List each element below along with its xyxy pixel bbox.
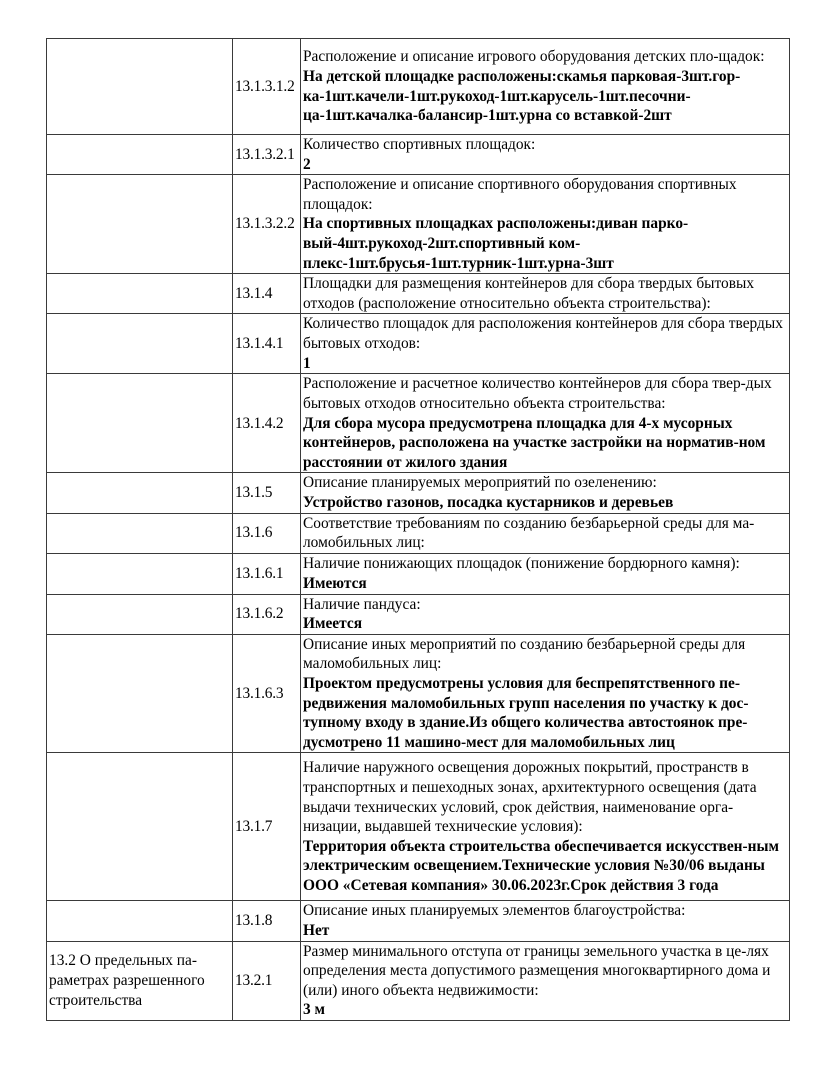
item-label: Наличие понижающих площадок (понижение бордюрного камня): <box>303 555 740 573</box>
description-cell <box>301 753 790 901</box>
item-number: 13.1.6.3 <box>233 634 301 753</box>
item-number: 13.1.7 <box>233 753 301 901</box>
description-cell <box>301 941 790 1020</box>
item-number: 13.2.1 <box>233 941 301 1020</box>
item-value: На спортивных площадках расположены:диван парко-вый-4шт.рукоход-2шт.спортивный ком-плекс-1шт.брусья-1шт.турник-1шт.урна-3шт <box>303 215 689 272</box>
item-label: Описание иных планируемых элементов благоустройства: <box>303 902 686 920</box>
item-value: Имеются <box>303 574 367 592</box>
item-value: 1 <box>303 354 311 372</box>
section-cell <box>47 753 233 901</box>
table-row <box>47 39 790 135</box>
description-cell <box>301 39 790 135</box>
section-cell <box>47 175 233 274</box>
table-row <box>47 374 790 473</box>
item-number: 13.1.4.2 <box>233 374 301 473</box>
section-heading: 13.2 О предельных па-раметрах разрешенного строительства <box>47 941 233 1020</box>
item-number: 13.1.5 <box>233 473 301 513</box>
item-value: Нет <box>303 922 330 940</box>
item-label: Количество площадок для расположения контейнеров для сбора твердых бытовых отходов: <box>303 315 783 353</box>
item-value: На детской площадке расположены:скамья парковая-3шт.гор-ка-1шт.качели-1шт.рукоход-1шт.карусель-1шт.песочни-ца-1шт.качалка-балансир-1шт.урна со вставкой-2шт <box>303 67 741 125</box>
item-label: Наличие наружного освещения дорожных покрытий, пространств в транспортных и пешеходных зонах, архитектурного освещения (дата выдачи технических условий, срок действия, наименование орга-низации, выдавшей технические условия): <box>303 759 757 836</box>
item-value: Для сбора мусора предусмотрена площадка для 4-х мусорных контейнеров, расположена на участке застройки на норматив-ном расстоянии от жилого здания <box>303 414 766 471</box>
item-number: 13.1.3.1.2 <box>233 39 301 135</box>
table-row <box>47 473 790 513</box>
item-value: 3 м <box>303 1001 326 1019</box>
table-row <box>47 175 790 274</box>
table-row <box>47 753 790 901</box>
item-label: Соответствие требованиям по созданию безбарьерной среды для ма-ломобильных лиц: <box>303 514 755 552</box>
section-cell <box>47 473 233 513</box>
description-cell <box>301 901 790 941</box>
section-cell <box>47 513 233 553</box>
section-cell <box>47 135 233 175</box>
item-number: 13.1.3.2.1 <box>233 135 301 175</box>
item-number: 13.1.6 <box>233 513 301 553</box>
item-value: Устройство газонов, посадка кустарников и деревьев <box>303 493 674 511</box>
section-cell <box>47 374 233 473</box>
table-row <box>47 594 790 634</box>
table-row <box>47 901 790 941</box>
item-label: Размер минимального отступа от границы земельного участка в це-лях определения места допустимого размещения многоквартирного дома и (или) иного объекта недвижимости: <box>303 942 771 999</box>
description-cell <box>301 274 790 314</box>
item-number: 13.1.3.2.2 <box>233 175 301 274</box>
specification-table <box>46 38 790 1021</box>
description-cell <box>301 135 790 175</box>
item-label: Площадки для размещения контейнеров для сбора твердых бытовых отходов (расположение относительно объекта строительства): <box>303 275 755 312</box>
item-number: 13.1.6.1 <box>233 553 301 594</box>
item-label: Наличие пандуса: <box>303 595 421 613</box>
item-number: 13.1.4.1 <box>233 314 301 374</box>
description-cell <box>301 175 790 274</box>
description-cell <box>301 513 790 553</box>
table-row <box>47 634 790 753</box>
item-value: 2 <box>303 155 311 173</box>
description-cell <box>301 594 790 634</box>
section-cell <box>47 553 233 594</box>
table-row <box>47 274 790 314</box>
document-page <box>46 38 789 1021</box>
description-cell <box>301 374 790 473</box>
item-value: Территория объекта строительства обеспечивается искусствен-ным электрическим освещением.Технические условия №30/06 выданы ООО «Сетевая компания» 30.06.2023г.Срок действия 3 года <box>303 837 780 894</box>
item-number: 13.1.4 <box>233 274 301 314</box>
description-cell <box>301 314 790 374</box>
item-label: Расположение и описание игрового оборудования детских пло-щадок: <box>303 48 765 66</box>
item-label: Расположение и описание спортивного оборудования спортивных площадок: <box>303 176 737 213</box>
item-label: Расположение и расчетное количество контейнеров для сбора твер-дых бытовых отходов относительно объекта строительства: <box>303 375 772 412</box>
description-cell <box>301 634 790 753</box>
description-cell <box>301 473 790 513</box>
item-label: Описание иных мероприятий по созданию безбарьерной среды для маломобильных лиц: <box>303 635 746 673</box>
section-cell <box>47 314 233 374</box>
section-cell <box>47 274 233 314</box>
section-cell <box>47 634 233 753</box>
table-row <box>47 513 790 553</box>
section-cell <box>47 39 233 135</box>
item-value: Проектом предусмотрены условия для беспрепятственного пе-редвижения маломобильных групп населения по участку к дос-тупному входу в здание.Из общего количества автостоянок пре-дусмотрено 11 машино-мест для маломобильных лиц <box>303 675 749 751</box>
table-row <box>47 941 790 1020</box>
table-row <box>47 135 790 175</box>
item-label: Количество спортивных площадок: <box>303 136 536 153</box>
item-number: 13.1.8 <box>233 901 301 941</box>
table-row <box>47 314 790 374</box>
item-label: Описание планируемых мероприятий по озеленению: <box>303 474 657 492</box>
section-cell <box>47 901 233 941</box>
section-cell <box>47 594 233 634</box>
description-cell <box>301 553 790 594</box>
item-value: Имеется <box>303 615 363 633</box>
item-number: 13.1.6.2 <box>233 594 301 634</box>
table-row <box>47 553 790 594</box>
